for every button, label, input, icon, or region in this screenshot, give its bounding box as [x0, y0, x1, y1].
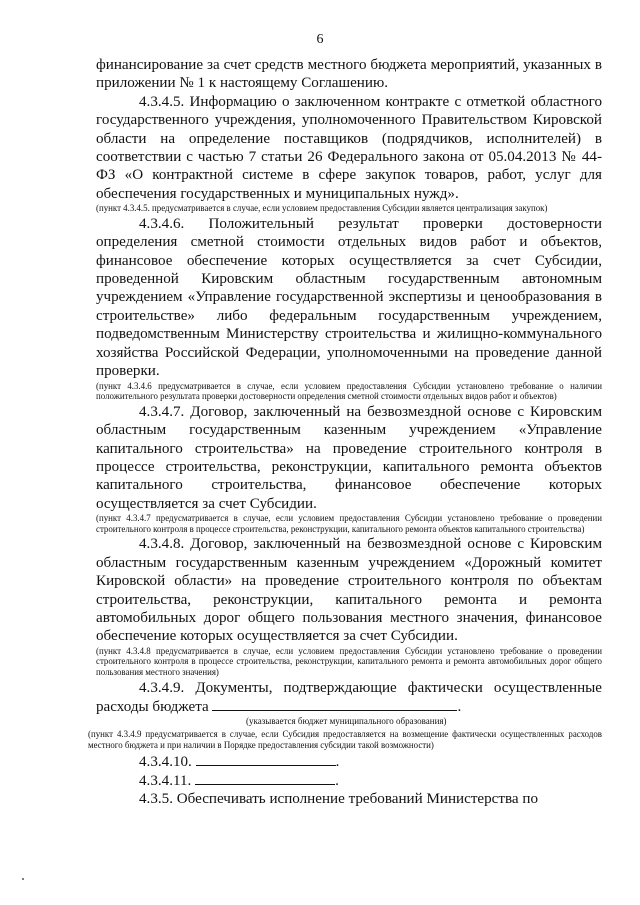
- note-4-3-4-6: (пункт 4.3.4.6 предусматривается в случае, если условием предоставления Субсидии установлено требование о наличии положительного результата проверки достоверности определения сметной стоимости отдельных видов работ и объектов): [96, 380, 602, 402]
- note-4-3-4-9: (пункт 4.3.4.9 предусматривается в случае, если Субсидия предоставляется на возмещение фактически осуществленных расходов местного бюджета и при наличии в Порядке предоставления субсидии такой возможности): [88, 729, 602, 750]
- clause-4-3-4-8: 4.3.4.8. Договор, заключенный на безвозмездной основе с Кировским областным государственным казенным учреждением «Дорожный комитет Кировской области» на проведение строительного контроля по объектам строительства, реконструкции, капитального ремонта и ремонта автомобильных дорог общего пользования местного значения, финансовое обеспечение которых осуществляется за счет Субсидии.: [96, 536, 602, 645]
- note-4-3-4-8: (пункт 4.3.4.8 предусматривается в случае, если условием предоставления Субсидии установлено требование о проведении строительного контроля в процессе строительства, реконструкции, капитального ремонта и ремонта автомобильных дорог общего пользования местного значения): [96, 645, 602, 677]
- clause-4-3-4-11-label: 4.3.4.11.: [139, 772, 192, 789]
- clause-4-3-4-9-end: .: [457, 698, 462, 715]
- clause-4-3-4-9: [96, 679, 602, 717]
- document-body: [88, 56, 602, 809]
- note-4-3-4-7: (пункт 4.3.4.7 предусматривается в случае, если условием предоставления Субсидии установлено требование о проведении строительного контроля в процессе строительства, реконструкции, капитального ремонта объектов капитального строительства): [96, 513, 602, 534]
- clause-4-3-4-6: 4.3.4.6. Положительный результат проверки достоверности определения сметной стоимости отдельных видов работ и объектов, финансовое обеспечение которых осуществляется за счет Субсидии, проведенной Кировским областным государственным автономным учреждением «Управление государственной экспертизы и ценообразования в строительстве» либо федеральным государственным учреждением, подведомственным Министерству строительства и жилищно-коммунального хозяйства Российской Федерации, уполномоченными на проведение данной проверки.: [96, 215, 602, 380]
- blank-line-10: [196, 752, 336, 766]
- clause-4-3-4-5: 4.3.4.5. Информацию о заключенном контракте с отметкой областного государственного учреждения, уполномоченного Правительством Кировской области на определение поставщиков (подрядчиков, исполнителей) в соответствии с частью 7 статьи 26 Федерального закона от 05.04.2013 № 44-ФЗ «О контрактной системе в сфере закупок товаров, работ, услуг для обеспечения государственных и муниципальных нужд».: [96, 93, 602, 202]
- scan-speck: [22, 878, 24, 880]
- page-number: 6: [316, 32, 324, 47]
- clause-4-3-4-9-text: 4.3.4.9. Документы, подтверждающие фактически осуществленные расходы бюджета: [96, 679, 602, 715]
- note-4-3-4-5: (пункт 4.3.4.5. предусматривается в случае, если условием предоставления Субсидии является централизация закупок): [96, 203, 548, 214]
- clause-4-3-4-10: 4.3.4.10. .: [139, 753, 340, 770]
- clause-4-3-4-11: 4.3.4.11. .: [139, 772, 339, 789]
- clause-4-3-5: 4.3.5. Обеспечивать исполнение требований Министерства по: [139, 791, 538, 808]
- blank-line-11: [195, 771, 335, 785]
- clause-4-3-4-10-label: 4.3.4.10.: [139, 753, 192, 770]
- budget-blank-line: [212, 697, 457, 711]
- budget-caption: (указывается бюджет муниципального образования): [246, 716, 447, 727]
- clause-4-3-4-7: 4.3.4.7. Договор, заключенный на безвозмездной основе с Кировским областным государственным казенным учреждением «Управление капитального строительства» на проведение строительного контроля в процессе строительства, реконструкции, капитального ремонта объектов капитального строительства, финансовое обеспечение которых осуществляется за счет Субсидии.: [96, 403, 602, 512]
- paragraph-continuation: финансирование за счет средств местного бюджета мероприятий, указанных в приложении № 1 к настоящему Соглашению.: [96, 57, 602, 92]
